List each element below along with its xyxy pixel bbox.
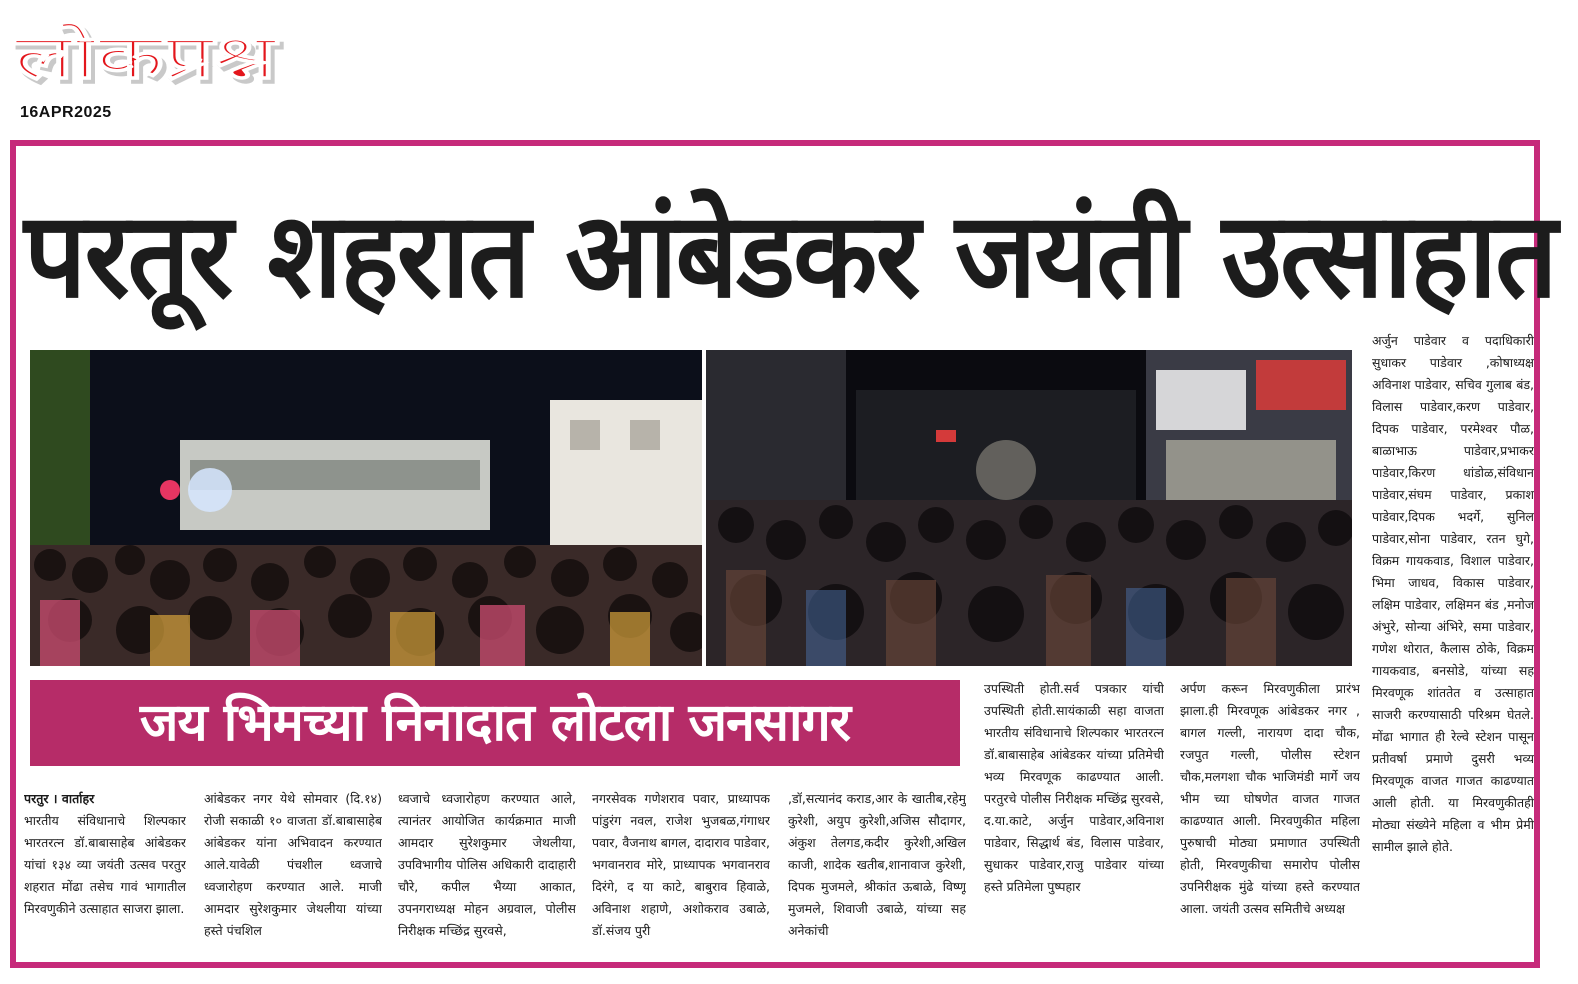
article-column-text: उपस्थिती होती.सर्व पत्रकार यांची उपस्थिती होती.सायंकाळी सहा वाजता भारतीय संविधानाचे शिल्पकार भारतरत्न डॉ.बाबासाहेब आंबेडकर यांच्या प्रतिमेची भव्य मिरवणूक काढण्यात आली. परतुरचे पोलीस निरीक्षक मच्छिंद्र सुरवसे, द.या.काटे, अर्जुन पाडेवार,अविनाश पाडेवार, सिद्धार्थ बंड, विलास पाडेवार, सुधाकर पाडेवार,राजु पाडेवार यांच्या हस्ते प्रतिमेला पुष्पहार	[984, 681, 1164, 894]
article-column-2	[204, 788, 382, 960]
article-column-7	[1180, 678, 1360, 960]
article-column-8	[1372, 330, 1534, 962]
article-subheadline: जय भिमच्या निनादात लोटला जनसागर	[30, 680, 960, 766]
article-column-text: भारतीय संविधानाचे शिल्पकार भारतरत्न डॉ.बाबासाहेब आंबेडकर यांचां १३४ व्या जयंती उत्सव परतुर शहरात मोंढा तसेच गावं भागातील मिरवणुकीने उत्साहात साजरा झाला.	[24, 813, 186, 916]
article-column-5	[788, 788, 966, 960]
article-column-text: आंबेडकर नगर येथे सोमवार (दि.१४) रोजी सकाळी १० वाजता डॉ.बाबासाहेब आंबेडकर यांना अभिवादन करण्यात आले.यावेळी पंचशील ध्वजाचे ध्वजारोहण करण्यात आले. माजी आमदार सुरेशकुमार जेथलीया यांच्या हस्ते पंचशिल	[204, 791, 382, 938]
article-column-text: ,डॉ,सत्यानंद कराड,आर के खातीब,रहेमु कुरेशी, अयुप कुरेशी,अजिस सौदागर, अंकुश तेलगड,कदीर कुरेशी,अखिल काजी, शादेक खतीब,शानावाज कुरेशी, दिपक मुजमले, श्रीकांत ऊबाळे, विष्णू मुजमले, शिवाजी उबाळे, यांच्या सह अनेकांची	[788, 791, 966, 938]
article-dateline: परतुर । वार्ताहर	[24, 791, 95, 806]
masthead-logo-text: लोकप्रश्न	[12, 20, 280, 93]
article-column-6	[984, 678, 1164, 960]
article-headline: परतूर शहरात आंबेडकर जयंती उत्साहात	[24, 186, 1556, 324]
article-column-1	[24, 788, 186, 960]
article-column-text: नगरसेवक गणेशराव पवार, प्राध्यापक पांडुरंग नवल, राजेश भुजबळ,गंगाधर पवार, वैजनाथ बागल, दादाराव पाडेवार, भगवानराव मोरे, प्राध्यापक भगवानराव दिरंगे, द या काटे, बाबुराव हिवाळे, अविनाश शहाणे, अशोकराव उबाळे, डॉ.संजय पुरी	[592, 791, 770, 938]
article-column-text: अर्पण करून मिरवणुकीला प्रारंभ झाला.ही मिरवणूक आंबेडकर नगर , बागल गल्ली, नारायण दादा चौक, रजपुत गल्ली, पोलीस स्टेशन चौक,मलगशा चौक भाजिमंडी मार्गे जय भीम च्या घोषणेत वाजत गाजत काढण्यात आली. मिरवणुकीत महिला पुरुषाची मोठ्या प्रमाणात उपस्थिती होती, मिरवणुकीचा समारोप पोलीस उपनिरीक्षक मुंढे यांच्या हस्ते करण्यात आला. जयंती उत्सव समितीचे अध्यक्ष	[1180, 681, 1360, 916]
masthead-logo	[10, 8, 285, 100]
crowd-photo-right	[706, 350, 1352, 666]
issue-date: 16APR2025	[20, 104, 112, 121]
article-column-3	[398, 788, 576, 960]
article-column-4	[592, 788, 770, 960]
article-column-text: अर्जुन पाडेवार व पदाधिकारी सुधाकर पाडेवार ,कोषाध्यक्ष अविनाश पाडेवार, सचिव गुलाब बंड, विलास पाडेवार,करण पाडेवार, दिपक पाडेवार, परमेश्वर पौळ, बाळाभाऊ पाडेवार,प्रभाकर पाडेवार,किरण धांडोळ,संविधान पाडेवार,संघम पाडेवार, प्रकाश पाडेवार,दिपक भदर्गे, सुनिल पाडेवार,सोना पाडेवार, रतन घुगे, विक्रम गायकवाड, विशाल पाडेवार, भिमा जाधव, विकास पाडेवार, लक्षिम पाडेवार, लक्षिमन बंड ,मनोज अंभुरे, सोन्या अंभिरे, समा पाडेवार, गणेश थोरात, कैलास ठोके, विक्रम गायकवाड, बनसोडे, यांच्या सह मिरवणूक शांततेत व उत्साहात साजरी करण्यासाठी परिश्रम घेतले. मोंढा भागात ही रेल्वे स्टेशन पासून प्रतीवर्षा प्रमाणे दुसरी भव्य मिरवणूक वाजत गाजत काढण्यात आली होती. या मिरवणुकीतही मोठ्या संख्येने महिला व भीम प्रेमी सामील झाले होते.	[1372, 333, 1534, 854]
article-column-text: ध्वजाचे ध्वजारोहण करण्यात आले, त्यानंतर आयोजित कार्यक्रमात माजी आमदार सुरेशकुमार जेथलीया, उपविभागीय पोलिस अधिकारी दादाहारी चौरे, कपील भैय्या आकात, उपनगराध्यक्ष मोहन अग्रवाल, पोलीस निरीक्षक मच्छिंद्र सुरवसे,	[398, 791, 576, 938]
crowd-photo-left	[30, 350, 702, 666]
